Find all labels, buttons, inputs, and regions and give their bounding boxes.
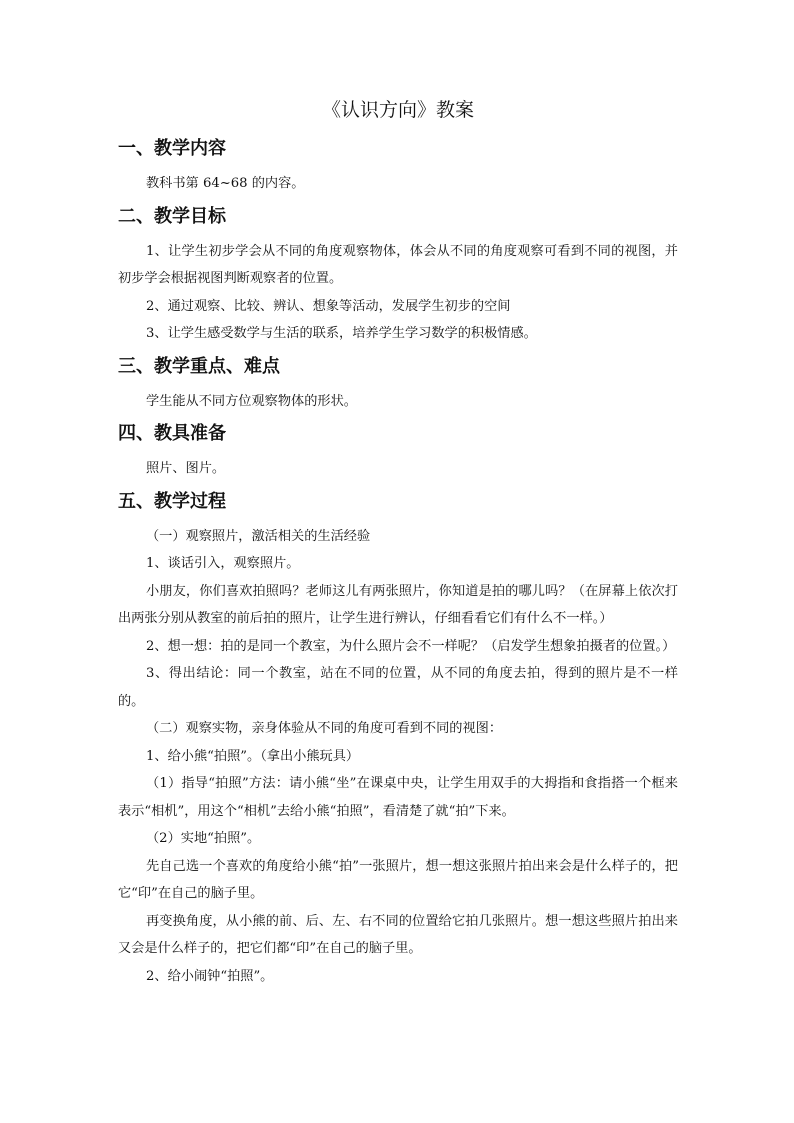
paragraph: 学生能从不同方位观察物体的形状。 bbox=[146, 393, 357, 409]
paragraph: 再变换角度，从小熊的前、后、左、右不同的位置给它拍几张照片。想一想这些照片拍出来又会是什么样子的，把它们都“印”在自己的脑子里。 bbox=[118, 913, 678, 956]
section-heading: 四、教具准备 bbox=[118, 423, 226, 444]
paragraph: （2）实地“拍照”。 bbox=[146, 831, 261, 846]
paragraph: 教科书第 64~68 的内容。 bbox=[146, 176, 305, 191]
section-heading: 五、教学过程 bbox=[118, 490, 226, 512]
paragraph: 2、给小闹钟“拍照”。 bbox=[146, 968, 274, 984]
section-process bbox=[118, 489, 678, 991]
paragraph: 2、想一想：拍的是同一个教室，为什么照片会不一样呢？（启发学生想象拍摄者的位置。） bbox=[146, 638, 676, 654]
paragraph: 3、让学生感受数学与生活的联系，培养学生学习数学的积极情感。 bbox=[146, 326, 537, 341]
section-heading: 三、教学重点、难点 bbox=[118, 355, 280, 377]
paragraph: 2、通过观察、比较、辨认、想象等活动，发展学生初步的空间 bbox=[146, 298, 511, 314]
document-title: 《认识方向》教案 bbox=[321, 99, 474, 121]
section-heading: 二、教学目标 bbox=[118, 205, 226, 227]
paragraph: 先自己选一个喜欢的角度给小熊“拍”一张照片，想一想这张照片拍出来会是什么样子的，把它“印”在自己的脑子里。 bbox=[118, 858, 678, 901]
section-heading: 一、教学内容 bbox=[118, 138, 226, 159]
section-content bbox=[118, 136, 678, 198]
paragraph: （一）观察照片，激活相关的生活经验 bbox=[146, 528, 371, 544]
section-objectives bbox=[118, 204, 678, 348]
paragraph: 1、让学生初步学会从不同的角度观察物体，体会从不同的角度观察可看到不同的视图，并初步学会根据视图判断观察者的位置。 bbox=[118, 243, 678, 286]
paragraph: （1）指导“拍照”方法：请小熊“坐”在课桌中央，让学生用双手的大拇指和食指搭一个框来表示“相机”，用这个“相机”去给小熊“拍照”，看清楚了就“拍”下来。 bbox=[118, 776, 678, 819]
section-materials bbox=[118, 421, 678, 483]
paragraph: （二）观察实物，亲身体验从不同的角度可看到不同的视图： bbox=[146, 721, 503, 736]
paragraph: 3、得出结论：同一个教室，站在不同的位置，从不同的角度去拍，得到的照片是不一样的。 bbox=[118, 666, 678, 709]
paragraph: 照片、图片。 bbox=[146, 461, 226, 476]
paragraph: 1、给小熊“拍照”。（拿出小熊玩具） bbox=[146, 748, 360, 764]
section-key-points bbox=[118, 354, 678, 416]
document-page bbox=[118, 96, 678, 996]
paragraph: 小朋友，你们喜欢拍照吗？老师这儿有两张照片，你知道是拍的哪儿吗？（在屏幕上依次打出两张分别从教室的前后拍的照片，让学生进行辨认，仔细看看它们有什么不一样。） bbox=[118, 583, 678, 626]
paragraph: 1、谈话引入，观察照片。 bbox=[146, 556, 300, 571]
